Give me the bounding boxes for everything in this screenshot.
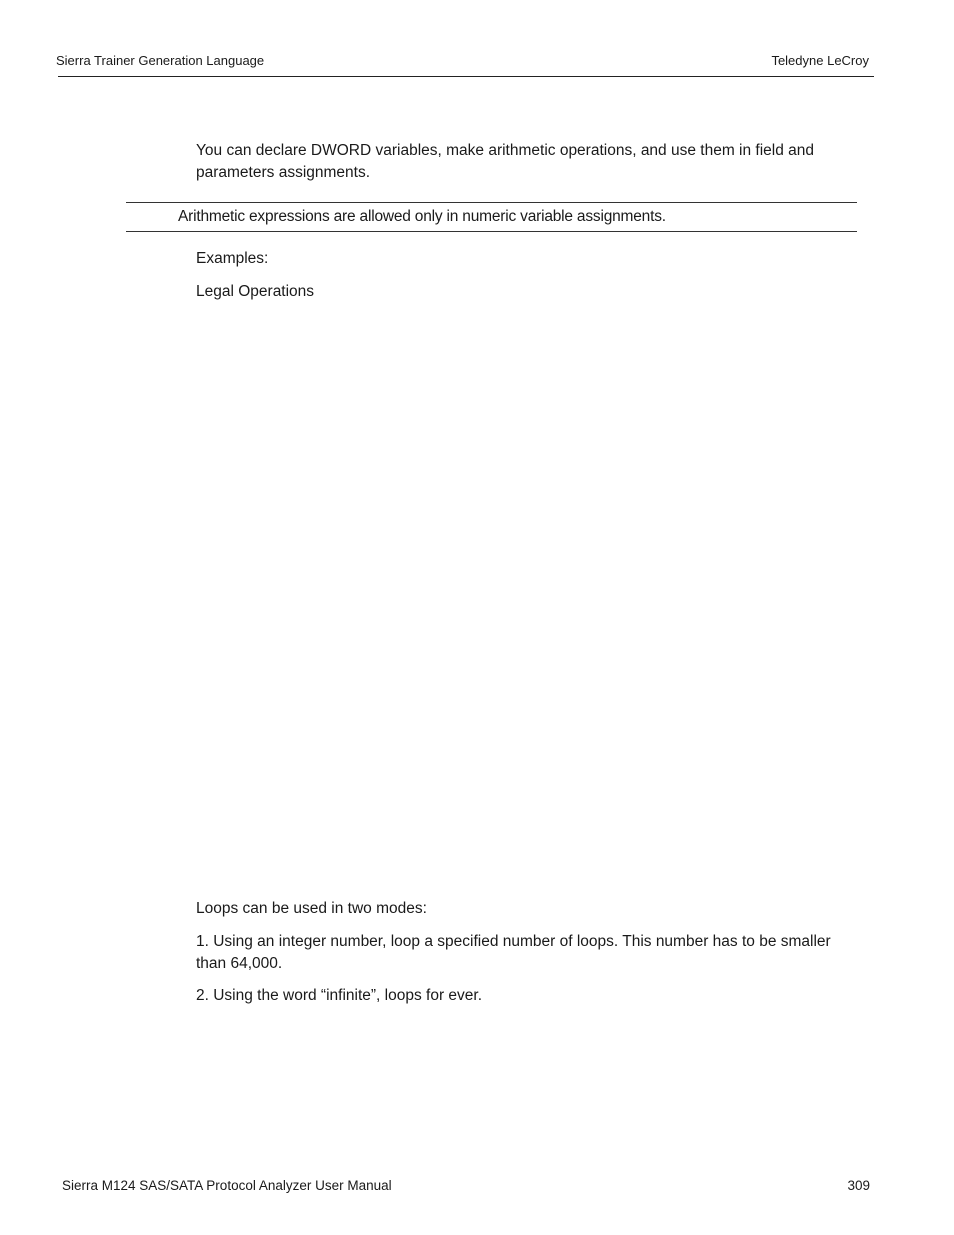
loops-mode-2: 2. Using the word “infinite”, loops for ever. (196, 987, 483, 1004)
loops-mode-1: 1. Using an integer number, loop a specified number of loops. This number has to be smaller than 64,000. (196, 933, 831, 972)
intro-paragraph: You can declare DWORD variables, make arithmetic operations, and use them in field and parameters assignments. (196, 142, 815, 181)
running-header-title: Sierra Trainer Generation Language (56, 53, 265, 68)
page-number: 309 (847, 1178, 870, 1193)
examples-label: Examples: (196, 250, 269, 267)
header-divider (58, 76, 874, 77)
note-box (126, 202, 857, 232)
loops-intro: Loops can be used in two modes: (196, 900, 427, 917)
legal-operations-label: Legal Operations (196, 283, 315, 300)
running-header-company: Teledyne LeCroy (771, 53, 869, 68)
footer-manual-title: Sierra M124 SAS/SATA Protocol Analyzer User Manual (62, 1178, 392, 1193)
note-text: Arithmetic expressions are allowed only in numeric variable assignments. (178, 208, 666, 225)
